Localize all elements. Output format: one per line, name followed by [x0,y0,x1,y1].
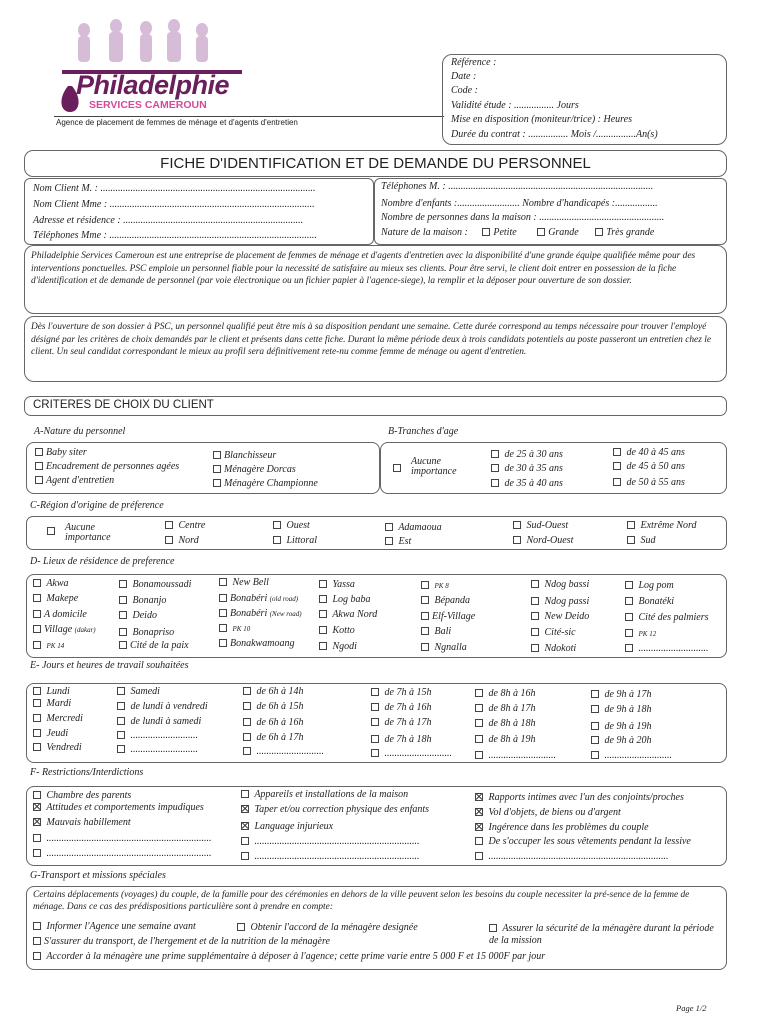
intro2-text: Dès l'ouverture de son dossier à PSC, un personnel qualifié peut être mis à sa disposition pendant une semaine. Cette durée correspond au temps nécessaire pour trouver l'employé désigné par les critères de choix demandés par le client et présents dans cette fiche. Durant la même période deux à trois candidats potentiels au poste passeront un entretien chez le client. Un seul candidat correspondant le mieux au profil sera définitivement rete-nu comme femme de ménage ou agent d'entretien. [31,322,711,358]
client-field[interactable]: Nombre d'enfants :......................... Nombre d'handicapés :................. [381,198,658,209]
option: Bonakwamoang [219,638,294,650]
checkbox[interactable] [475,837,483,845]
option: Cité de la paix [119,640,189,652]
title-box [24,150,727,177]
option: ........................... [371,748,452,760]
checkbox[interactable] [33,625,41,633]
option-label: Aucune importance [411,456,457,477]
option-label: Petite [493,227,517,238]
checkbox[interactable] [371,703,379,711]
checkbox[interactable] [421,596,429,604]
checkbox[interactable] [35,448,43,456]
option: Est [385,536,411,548]
checkbox[interactable] [47,527,55,535]
option: ........................... [117,730,198,742]
ref-line: Code : [451,85,478,96]
option: Samedi [117,686,160,698]
option: ........................................................................ [475,851,669,863]
checkbox[interactable] [33,849,41,857]
client-field[interactable]: Adresse et résidence : ........................................................................ [33,215,304,226]
checkbox-checked[interactable] [475,823,483,831]
checkbox[interactable] [625,644,633,652]
option: New Deido [531,611,589,623]
checkbox[interactable] [35,462,43,470]
option: Log baba [319,594,371,606]
checkbox[interactable] [491,464,499,472]
option: Akwa [33,578,69,590]
checkbox[interactable] [393,464,401,472]
client-box-right [374,178,727,245]
checkbox[interactable] [625,613,633,621]
option: de 7h à 17h [371,717,431,729]
option: Mercredi [33,713,83,725]
checkbox[interactable] [319,610,327,618]
checkbox[interactable] [119,641,127,649]
option: .................................................................. [33,833,212,845]
option: Vendredi [33,742,82,754]
section-a-title: A-Nature du personnel [34,426,126,437]
option: de 7h à 18h [371,734,431,746]
page-title: FICHE D'IDENTIFICATION ET DE DEMANDE DU PERSONNEL [160,155,591,172]
section-c-box [26,516,727,550]
checkbox[interactable] [475,735,483,743]
option: de 9h à 20h [591,735,651,747]
option: Chambre des parents [33,790,131,802]
maison-label: Nature de la maison : [381,227,468,238]
checkbox[interactable] [33,922,41,930]
checkbox[interactable] [475,719,483,727]
option: de 6h à 15h [243,701,303,713]
ref-line: Référence : [451,57,497,68]
option: Deido [119,610,157,622]
option: de 6h à 16h [243,717,303,729]
option: Rapports intimes avec l'un des conjoints/proches [475,792,684,804]
checkbox[interactable] [33,791,41,799]
checkbox[interactable] [213,465,221,473]
option: Extrême Nord [627,520,697,532]
option: Village (dakar) [33,624,96,636]
checkbox[interactable] [421,627,429,635]
option: Nord-Ouest [513,535,573,547]
option: .................................................................. [241,836,420,848]
checkbox[interactable] [319,626,327,634]
option: Baby siter [35,447,87,459]
criteres-box [24,396,727,416]
checkbox[interactable] [237,923,245,931]
checkbox[interactable] [531,597,539,605]
option: PK 12 [625,628,656,640]
option: Mauvais habillement [33,817,131,829]
option: Bépanda [421,595,470,607]
checkbox[interactable] [33,641,41,649]
checkbox-checked[interactable] [33,818,41,826]
checkbox[interactable] [627,536,635,544]
option: Bonabéri (old road) [219,593,298,605]
option: Littoral [273,535,317,547]
client-box-left [24,178,374,245]
option: de 50 à 55 ans [613,477,685,489]
option: ........................... [591,750,672,762]
checkbox[interactable] [475,751,483,759]
checkbox[interactable] [213,451,221,459]
section-a-box [26,442,380,494]
checkbox[interactable] [33,714,41,722]
checkbox[interactable] [219,594,227,602]
option-label: Très grande [606,227,655,238]
option: .................................................................. [33,848,212,860]
option: Lundi [33,686,70,698]
client-field[interactable]: Téléphones M. : .................................................................................. [381,181,654,192]
option: de lundi à vendredi [117,701,208,713]
ref-line: Mise en disposition (moniteur/trice) : Heures [451,114,632,125]
section-e-title: E- Jours et heures de travail souhaitées [30,660,189,671]
checkbox[interactable] [219,609,227,617]
checkbox[interactable] [33,729,41,737]
checkbox[interactable] [591,751,599,759]
checkbox[interactable] [625,629,633,637]
logo [54,8,254,116]
option: Taper et/ou correction physique des enfants [241,804,429,816]
intro-box [24,245,727,314]
option: Assurer la sécurité de la ménagère durant la période de la mission [489,923,714,946]
checkbox[interactable] [371,718,379,726]
option: Elf-Village [421,611,475,623]
option: PK 14 [33,640,64,652]
checkbox[interactable] [475,704,483,712]
section-g-title: G-Transport et missions spéciales [30,870,166,881]
option: Ngnalla [421,642,467,654]
checkbox[interactable] [613,462,621,470]
option: ........................... [117,744,198,756]
checkbox[interactable] [33,834,41,842]
checkbox[interactable] [33,594,41,602]
option: de 7h à 15h [371,687,431,699]
option: de 8h à 16h [475,688,535,700]
checkbox[interactable] [613,448,621,456]
checkbox[interactable] [625,581,633,589]
section-g-box [26,886,727,970]
checkbox[interactable] [421,612,429,620]
option: de 9h à 17h [591,689,651,701]
option: Log pom [625,580,674,592]
checkbox[interactable] [513,521,521,529]
checkbox[interactable] [219,639,227,647]
option: de 8h à 19h [475,734,535,746]
checkbox[interactable] [591,705,599,713]
checkbox[interactable] [421,643,429,651]
ref-line: Validité étude : ................ Jours [451,100,579,111]
option: de 30 à 35 ans [491,463,563,475]
checkbox[interactable] [591,736,599,744]
option: de 8h à 18h [475,718,535,730]
checkbox[interactable] [591,722,599,730]
section-f-title: F- Restrictions/Interdictions [30,767,144,778]
checkbox[interactable] [33,579,41,587]
option: ............................ [625,643,709,655]
checkbox[interactable] [213,479,221,487]
header-line [54,116,444,117]
checkbox[interactable] [33,743,41,751]
reference-box [442,54,727,145]
client-field[interactable]: Nom Client M. : ...................................................................................... [33,183,316,194]
option: Ndog bassi [531,579,589,591]
option: Ngodi [319,641,357,653]
option: Bonapriso [119,627,174,639]
option: Obtenir l'accord de la ménagère designée [237,922,418,934]
checkbox-checked[interactable] [33,803,41,811]
section-b-box [380,442,727,494]
checkbox[interactable] [591,690,599,698]
option: Yassa [319,579,355,591]
option: PK 10 [219,623,250,635]
section-e-box [26,683,727,763]
checkbox[interactable] [33,937,41,945]
checkbox[interactable] [595,228,603,236]
checkbox[interactable] [319,642,327,650]
option: de 45 à 50 ans [613,461,685,473]
checkbox[interactable] [33,952,41,960]
checkbox[interactable] [117,731,125,739]
checkbox[interactable] [219,624,227,632]
checkbox[interactable] [537,228,545,236]
checkbox[interactable] [119,611,127,619]
option: Mardi [33,698,71,710]
checkbox[interactable] [33,610,41,618]
checkbox[interactable] [243,718,251,726]
option: Cité des palmiers [625,612,709,624]
checkbox[interactable] [421,581,429,589]
checkbox[interactable] [119,628,127,636]
checkbox[interactable] [371,749,379,757]
ref-line: Date : [451,71,477,82]
checkbox-checked[interactable] [241,822,249,830]
checkbox[interactable] [613,478,621,486]
client-field[interactable]: Nombre de personnes dans la maison : .................................................. [381,212,665,223]
option: Blanchisseur [213,450,276,462]
section-d-title: D- Lieux de résidence de preference [30,556,175,567]
checkbox[interactable] [117,717,125,725]
checkbox[interactable] [165,536,173,544]
option [393,463,404,475]
checkbox[interactable] [531,580,539,588]
option: Bonabéri (New road) [219,608,302,620]
logo-subtitle: SERVICES CAMEROUN [89,99,207,111]
option: Ndokoti [531,643,576,655]
option: Vol d'objets, de biens ou d'argent [475,807,621,819]
checkbox[interactable] [475,852,483,860]
checkbox[interactable] [33,699,41,707]
checkbox[interactable] [243,733,251,741]
checkbox[interactable] [119,580,127,588]
section-c-title: C-Région d'origine de préference [30,500,164,511]
checkbox[interactable] [482,228,490,236]
option: de 25 à 30 ans [491,449,563,461]
option: de 35 à 40 ans [491,478,563,490]
option: New Bell [219,577,269,589]
option: Attitudes et comportements impudiques [33,802,204,814]
checkbox[interactable] [513,536,521,544]
option: Bonatéki [625,596,674,608]
checkbox[interactable] [243,702,251,710]
checkbox[interactable] [319,580,327,588]
option: Agent d'entretien [35,475,114,487]
checkbox[interactable] [371,688,379,696]
option: Language injurieux [241,821,333,833]
tagline: Agence de placement de femmes de ménage et d'agents d'entretien [56,118,298,127]
option: de 6h à 14h [243,686,303,698]
checkbox[interactable] [241,852,249,860]
intro-text: Philadelphie Services Cameroun est une entreprise de placement de femmes de ménage et d'agents d'entretien avec la disponibilité d'une grande équipe qualifiée même pour des interventions ponctuelles. PSC emploie un personnel fiable pour la necessité de satisfaire au mieux ses clients. Pour être servi, le client doit entrer en possession de la fiche d'identification et de demande de personnel (par voie électronique ou un fichier papier à l'agence-siege), la remplir et la déposer pour ouverture de son dossier. [31,251,696,287]
logo-text: Philadelphie [76,70,230,100]
maison-row [381,227,654,239]
checkbox[interactable] [385,523,393,531]
checkbox[interactable] [241,837,249,845]
checkbox-checked[interactable] [475,808,483,816]
option: de 7h à 16h [371,702,431,714]
checkbox[interactable] [117,687,125,695]
checkbox[interactable] [119,596,127,604]
checkbox[interactable] [531,612,539,620]
section-d-box [26,574,727,658]
checkbox[interactable] [627,521,635,529]
checkbox[interactable] [35,476,43,484]
ref-line: Durée du contrat : ................ Mois /................An(s) [451,129,658,140]
checkbox[interactable] [273,536,281,544]
option: Akwa Nord [319,609,377,621]
option: de 8h à 17h [475,703,535,715]
option: Ndog passi [531,596,589,608]
option: Bali [421,626,451,638]
option: PK 8 [421,580,449,592]
option: Nord [165,535,199,547]
option: .................................................................. [241,851,420,863]
checkbox[interactable] [319,595,327,603]
option: Sud-Ouest [513,520,568,532]
checkbox[interactable] [33,687,41,695]
checkbox[interactable] [273,521,281,529]
option: Kotto [319,625,355,637]
page-number: Page 1/2 [676,1003,707,1013]
intro2-box [24,316,727,382]
checkbox[interactable] [491,479,499,487]
checkbox[interactable] [385,537,393,545]
option [47,526,58,538]
option: Bonamoussadi [119,579,191,591]
option: de lundi à samedi [117,716,201,728]
checkbox[interactable] [117,702,125,710]
option-label: Aucune importance [65,522,111,543]
option: Jeudi [33,728,68,740]
checkbox[interactable] [243,747,251,755]
option: S'assurer du transport, de l'hergement et de la nutrition de la ménagère [33,936,330,948]
checkbox[interactable] [475,689,483,697]
option-label: Grande [548,227,579,238]
option: Sud [627,535,656,547]
option: Ingérence dans les problèmes du couple [475,822,649,834]
checkbox-checked[interactable] [241,805,249,813]
option: Informer l'Agence une semaine avant [33,921,196,933]
option: Cité-sic [531,627,576,639]
client-field[interactable]: Téléphones Mme : ................................................................................... [33,230,317,241]
option: Adamaoua [385,522,442,534]
checkbox[interactable] [243,687,251,695]
option: De s'occuper les sous vêtements pendant la lessive [475,836,691,848]
checkbox[interactable] [241,790,249,798]
option: de 9h à 19h [591,721,651,733]
option: ........................... [475,750,556,762]
checkbox[interactable] [625,597,633,605]
option: Makepe [33,593,78,605]
checkbox[interactable] [117,745,125,753]
option: de 6h à 17h [243,732,303,744]
checkbox[interactable] [531,628,539,636]
option: Accorder à la ménagère une prime supplémentaire à déposer à l'agence; cette prime varie entre 5 000 F et 15 000F par jour [33,951,545,963]
option: de 40 à 45 ans [613,447,685,459]
section-g-text: Certains déplacements (voyages) du couple, de la famille pour des cérémonies en dehors de la ville peuvent selon les besoins du couple necessiter la pré-sence de la femme de ménage. Dans ce cas des prédispositions particulière sont à prendre en compte: [33,890,690,912]
option: Ménagère Dorcas [213,464,296,476]
option: Centre [165,520,205,532]
checkbox-checked[interactable] [475,793,483,801]
client-field[interactable]: Nom Client Mme : .................................................................................. [33,199,315,210]
option: Ouest [273,520,310,532]
option: de 9h à 18h [591,704,651,716]
checkbox[interactable] [219,578,227,586]
section-b-title: B-Tranches d'age [388,426,459,437]
option: ........................... [243,746,324,758]
checkbox[interactable] [531,644,539,652]
option: Ménagère Championne [213,478,318,490]
option: A domicile [33,609,87,621]
option: Appareils et installations de la maison [241,789,408,801]
checkbox[interactable] [371,735,379,743]
criteres-title: CRITERES DE CHOIX DU CLIENT [33,399,214,411]
option: Bonanjo [119,595,166,607]
checkbox[interactable] [165,521,173,529]
section-f-box [26,786,727,866]
checkbox[interactable] [489,924,497,932]
option: Encadrement de personnes agées [35,461,179,473]
checkbox[interactable] [491,450,499,458]
